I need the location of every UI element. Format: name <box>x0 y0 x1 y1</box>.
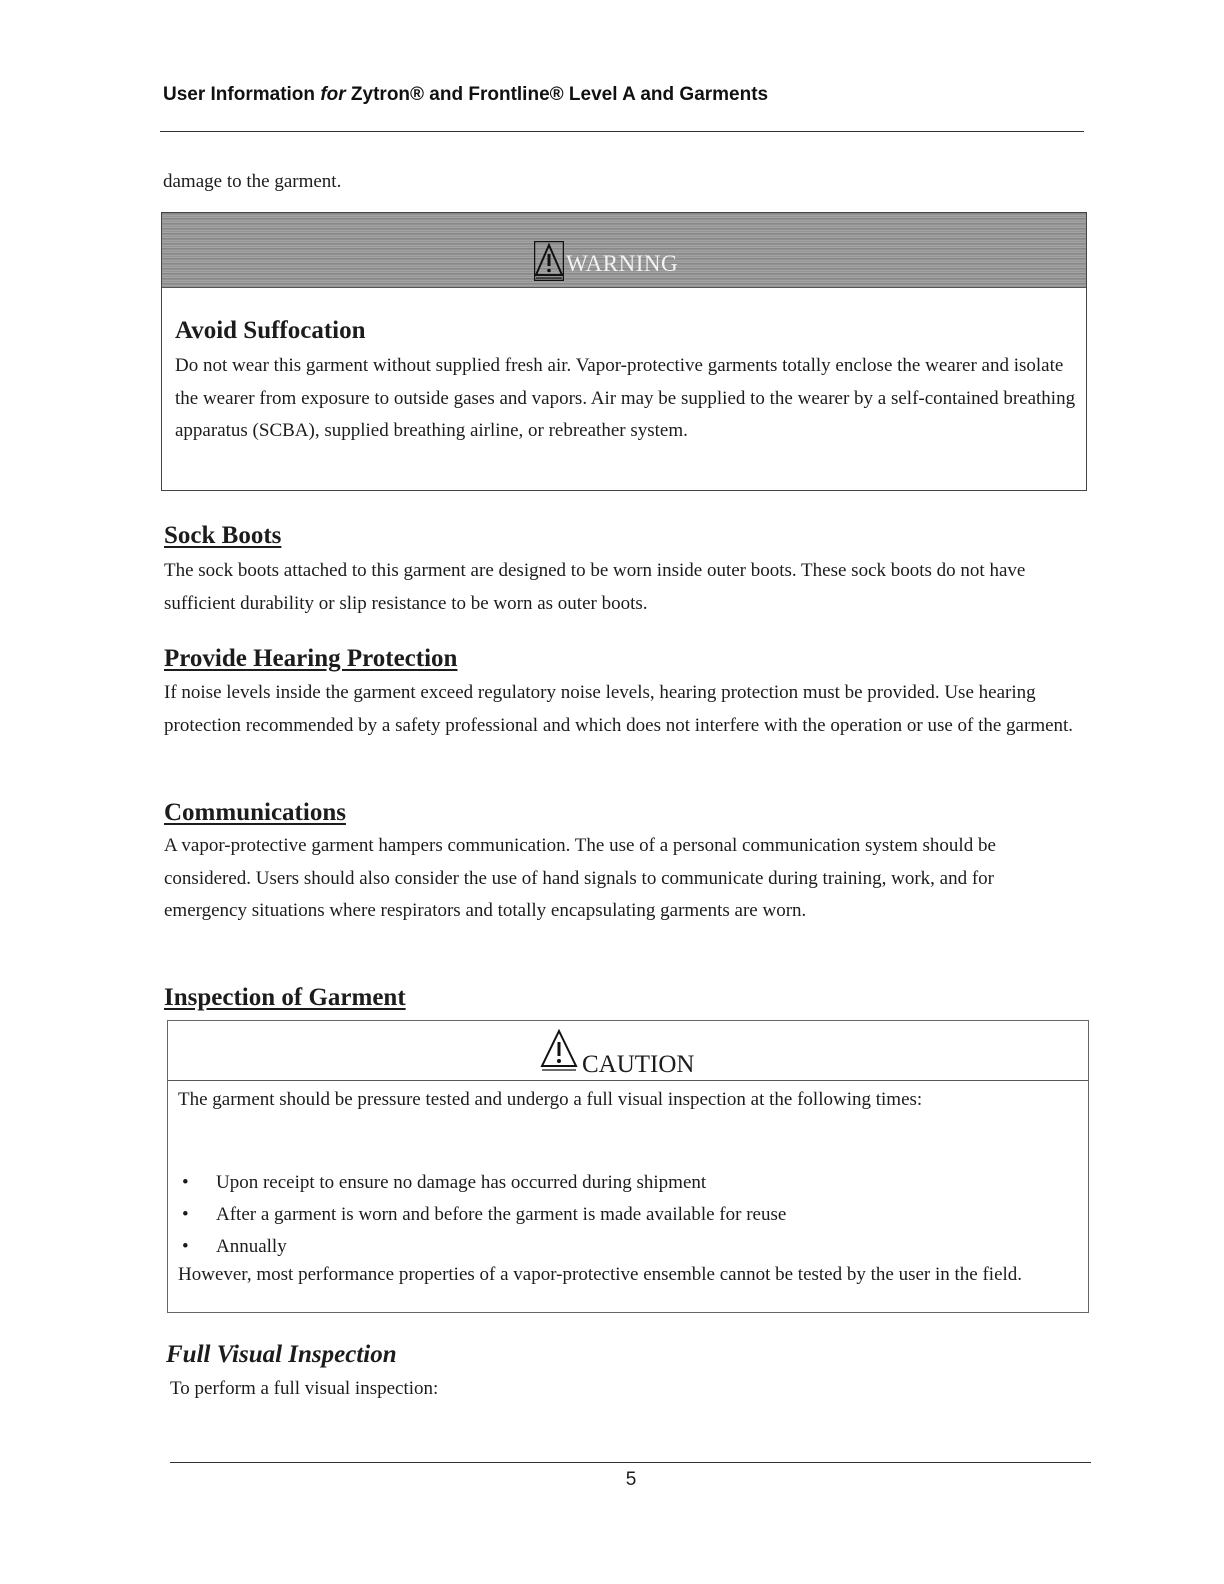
footer-rule <box>170 1462 1091 1463</box>
caution-text: The garment should be pressure tested and undergo a full visual inspection at the following times: <box>178 1089 923 1110</box>
heading-sock-boots: Sock Boots <box>164 522 282 549</box>
full-visual-inspection-text: To perform a full visual inspection: <box>170 1378 439 1399</box>
page-number: 5 <box>625 1469 637 1490</box>
warning-text: Do not wear this garment without supplied fresh air. Vapor-protective garments totally enclose the wearer and isolate the wearer from exposure to outside gases and vapors. Air may be supplied to the wearer by a self-contained breathing apparatus (SCBA), supplied breathing airline, or rebreather system. <box>175 355 1076 441</box>
continuation-text: damage to the garment. <box>163 171 342 192</box>
list-item: • Annually <box>178 1231 786 1263</box>
warning-banner <box>162 213 1086 288</box>
warning-label: WARNING <box>566 251 679 276</box>
hearing-protection-text: If noise levels inside the garment exceed regulatory noise levels, hearing protection must be provided. Use hearing protection recommended by a safety professional and which does not interfere with the operation or use of the garment. <box>164 682 1074 736</box>
header-text-italic: for <box>320 84 346 105</box>
heading-hearing-protection: Provide Hearing Protection <box>164 645 458 672</box>
warning-title: Avoid Suffocation <box>175 317 366 344</box>
header-text-2: Zytron® and Frontline® Level A and Garments <box>345 84 769 105</box>
running-header <box>163 84 1063 106</box>
list-item: • Upon receipt to ensure no damage has occurred during shipment <box>178 1167 786 1199</box>
warning-triangle-icon <box>534 241 564 281</box>
warning-box <box>161 212 1087 491</box>
caution-footer: However, most performance properties of a vapor-protective ensemble cannot be tested by the user in the field. <box>178 1264 1023 1285</box>
heading-full-visual-inspection: Full Visual Inspection <box>166 1341 397 1368</box>
list-item: • After a garment is worn and before the garment is made available for reuse <box>178 1199 786 1231</box>
caution-box <box>167 1020 1089 1313</box>
caution-header <box>540 1029 695 1079</box>
caution-divider <box>168 1080 1088 1081</box>
communications-text: A vapor-protective garment hampers communication. The use of a personal communication system should be considered. Users should also consider the use of hand signals to communicate during training, work, and for emergency situations where respirators and totally encapsulating garments are worn. <box>164 835 996 921</box>
header-text-1: User Information <box>163 84 321 105</box>
caution-label: CAUTION <box>582 1051 695 1078</box>
caution-list <box>178 1167 786 1263</box>
heading-communications: Communications <box>164 799 346 826</box>
warning-triangle-icon <box>540 1028 580 1079</box>
sock-boots-text: The sock boots attached to this garment are designed to be worn inside outer boots. These sock boots do not have sufficient durability or slip resistance to be worn as outer boots. <box>164 560 1026 614</box>
heading-inspection: Inspection of Garment <box>164 984 406 1011</box>
header-rule <box>160 131 1084 132</box>
